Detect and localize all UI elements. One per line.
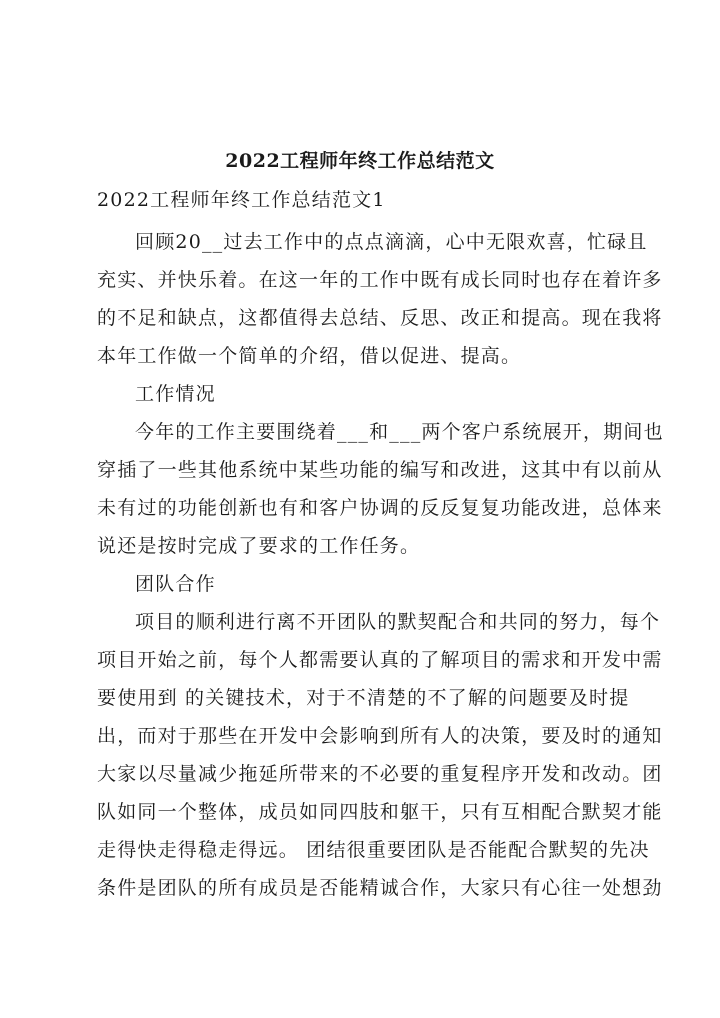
- paragraph-line: 充实、并快乐着。在这一年的工作中既有成长同时也存在着许多: [97, 269, 663, 291]
- paragraph-line: 说还是按时完成了要求的工作任务。: [97, 535, 421, 557]
- paragraph-line: 今年的工作主要围绕着___和___两个客户系统展开，期间也: [135, 421, 664, 443]
- paragraph-line: 队如同一个整体，成员如同四肢和躯干，只有互相配合默契才能: [97, 801, 663, 823]
- paragraph-line: 回顾20__过去工作中的点点滴滴，心中无限欢喜，忙碌且: [135, 231, 648, 253]
- paragraph-line: 本年工作做一个简单的介绍，借以促进、提高。: [97, 345, 522, 367]
- paragraph-line: 项目开始之前，每个人都需要认真的了解项目的需求和开发中需: [97, 649, 663, 671]
- section-heading-1: 2022工程师年终工作总结范文1: [97, 189, 386, 211]
- paragraph-line: 穿插了一些其他系统中某些功能的编写和改进，这其中有以前从: [97, 459, 663, 481]
- subheading-teamwork: 团队合作: [135, 573, 216, 595]
- paragraph-line: 项目的顺利进行离不开团队的默契配合和共同的努力，每个: [135, 611, 661, 633]
- subheading-work-status: 工作情况: [135, 383, 216, 405]
- paragraph-line: 要使用到 的关键技术，对于不清楚的不了解的问题要及时提: [97, 687, 630, 709]
- paragraph-line: 条件是团队的所有成员是否能精诚合作，大家只有心往一处想劲: [97, 877, 663, 899]
- paragraph-line: 的不足和缺点，这都值得去总结、反思、改正和提高。现在我将: [97, 307, 663, 329]
- paragraph-line: 出，而对于那些在开发中会影响到所有人的决策，要及时的通知: [97, 725, 663, 747]
- paragraph-line: 大家以尽量减少拖延所带来的不必要的重复程序开发和改动。团: [97, 763, 663, 785]
- document-title: 2022工程师年终工作总结范文: [225, 150, 495, 172]
- paragraph-line: 未有过的功能创新也有和客户协调的反反复复功能改进，总体来: [97, 497, 663, 519]
- paragraph-line: 走得快走得稳走得远。 团结很重要团队是否能配合默契的先决: [97, 839, 650, 861]
